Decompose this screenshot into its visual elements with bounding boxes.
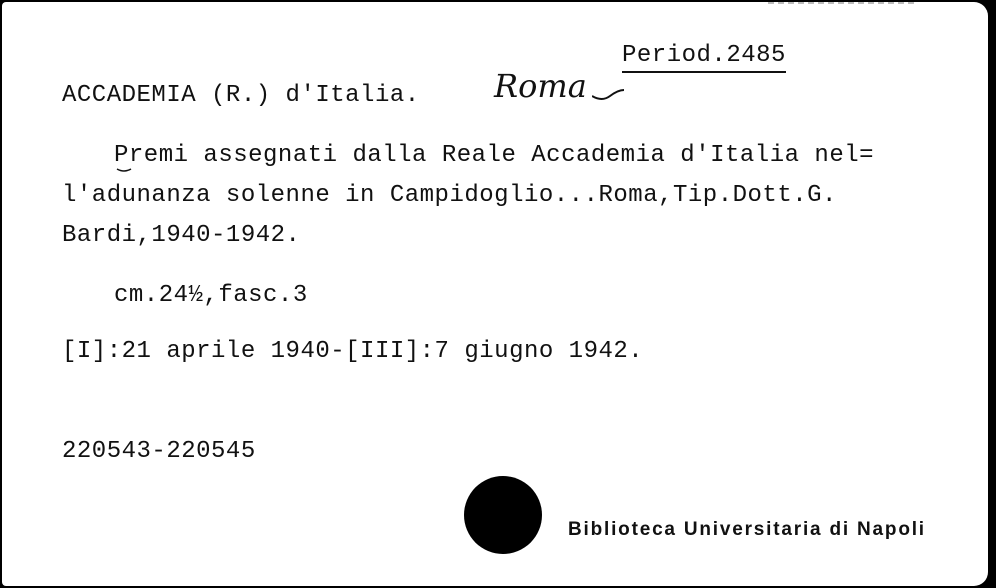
holdings-line: [I]:21 aprile 1940-[III]:7 giugno 1942. xyxy=(62,338,644,365)
physical-description: cm.24½,fasc.3 xyxy=(114,282,308,309)
underline-mark xyxy=(116,168,132,173)
description-line-1: Premi assegnati dalla Reale Accademia d'Italia nel= xyxy=(114,142,875,169)
library-seal-dot xyxy=(464,476,542,554)
description-line-2: l'adunanza solenne in Campidoglio...Roma,Tip.Dott.G. xyxy=(62,182,837,209)
main-heading: ACCADEMIA (R.) d'Italia. xyxy=(62,82,420,109)
catalog-card xyxy=(2,2,988,586)
shelfmark: Period.2485 xyxy=(622,42,786,73)
inventory-numbers: 220543-220545 xyxy=(62,438,256,465)
handwriting-flourish xyxy=(592,88,624,102)
description-line-3: Bardi,1940-1942. xyxy=(62,222,301,249)
handwritten-place: Roma xyxy=(494,67,587,105)
library-stamp: Biblioteca Universitaria di Napoli xyxy=(568,519,926,540)
top-edge-dashes xyxy=(768,2,918,4)
